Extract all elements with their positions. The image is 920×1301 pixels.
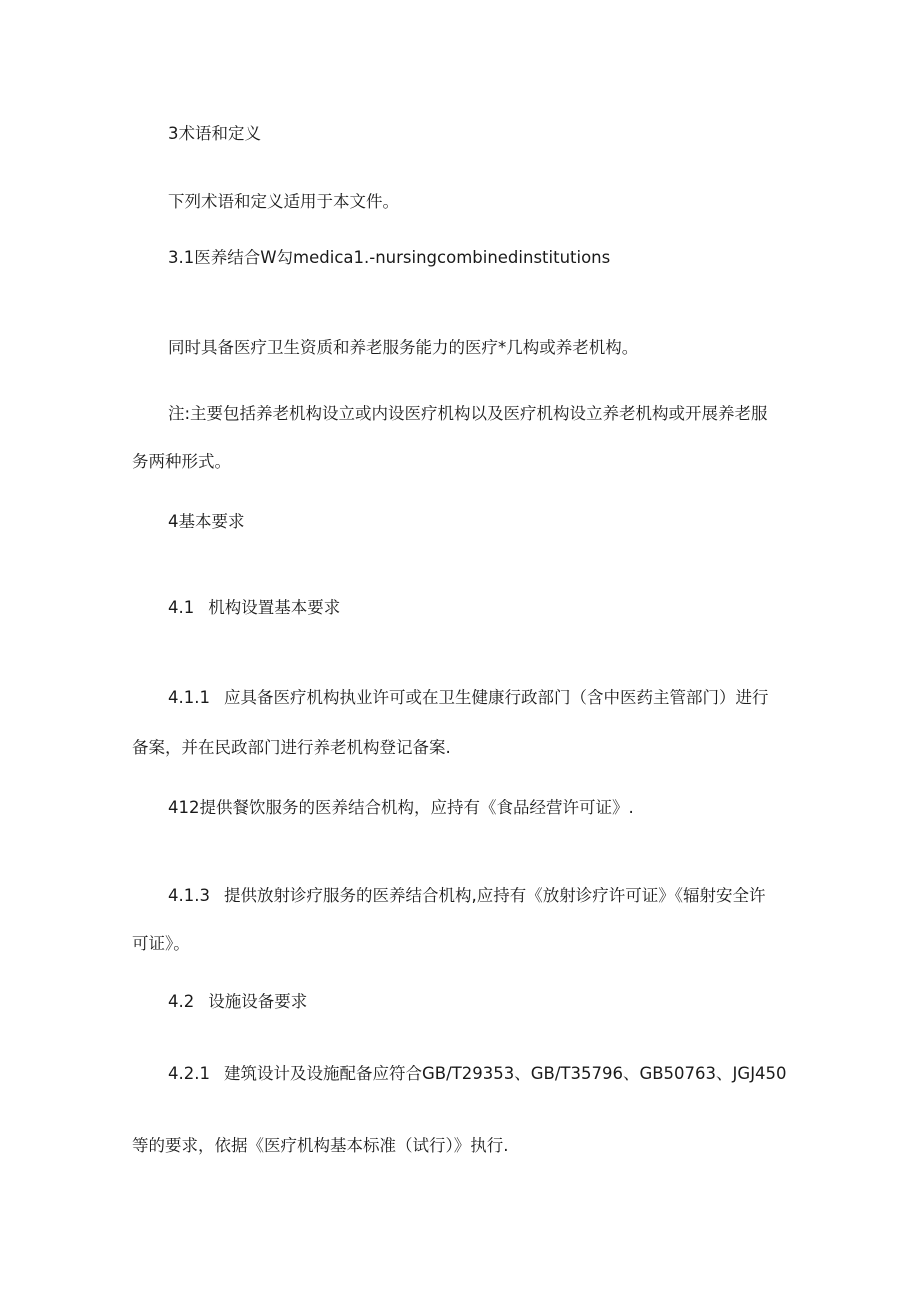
clause-4-1-1-text: 应具备医疗机构执业许可或在卫生健康行政部门（含中医药主管部门）进行 — [223, 688, 769, 707]
clause-4-2-1-line-1 — [168, 1064, 787, 1084]
section-4-heading: 4基本要求 — [168, 512, 245, 531]
clause-4-1-3-line-2: 可证》。 — [132, 934, 190, 953]
section-4-1-number: 4.1 — [168, 598, 195, 617]
clause-4-1-3-line-1 — [168, 886, 765, 906]
section-4-2-number: 4.2 — [168, 992, 195, 1011]
clause-4-2-1-number: 4.2.1 — [168, 1064, 210, 1083]
term-3-1: 3.1医养结合W勾medica1.-nursingcombinedinstitutions — [168, 248, 611, 267]
clause-4-1-3-number: 4.1.3 — [168, 886, 210, 905]
clause-4-1-1-number: 4.1.1 — [168, 688, 210, 707]
section-4-1-heading — [168, 598, 340, 618]
clause-4-1-3-text: 提供放射诊疗服务的医养结合机构,应持有《放射诊疗许可证》《辐射安全许 — [223, 886, 766, 905]
section-4-1-title: 机构设置基本要求 — [208, 598, 341, 617]
section-4-2-title: 设施设备要求 — [208, 992, 308, 1011]
section-4-2-heading — [168, 992, 307, 1012]
clause-4-2-1-line-2: 等的要求，依据《医疗机构基本标准（试行）》执行. — [132, 1136, 509, 1155]
note-line-1: 注:主要包括养老机构设立或内设医疗机构以及医疗机构设立养老机构或开展养老服 — [168, 404, 768, 423]
section-3-heading: 3术语和定义 — [168, 124, 261, 143]
term-definition: 同时具备医疗卫生资质和养老服务能力的医疗*几构或养老机构。 — [168, 338, 639, 357]
section-3-intro: 下列术语和定义适用于本文件。 — [168, 192, 399, 211]
clause-4-2-1-text: 建筑设计及设施配备应符合GB/T29353、GB/T35796、GB50763、JGJ450 — [223, 1064, 787, 1083]
clause-4-1-1-line-2: 备案，并在民政部门进行养老机构登记备案. — [132, 738, 451, 757]
note-line-2: 务两种形式。 — [132, 452, 231, 471]
clause-4-1-1-line-1 — [168, 688, 768, 708]
clause-4-1-2: 412提供餐饮服务的医养结合机构，应持有《食品经营许可证》. — [168, 798, 634, 817]
